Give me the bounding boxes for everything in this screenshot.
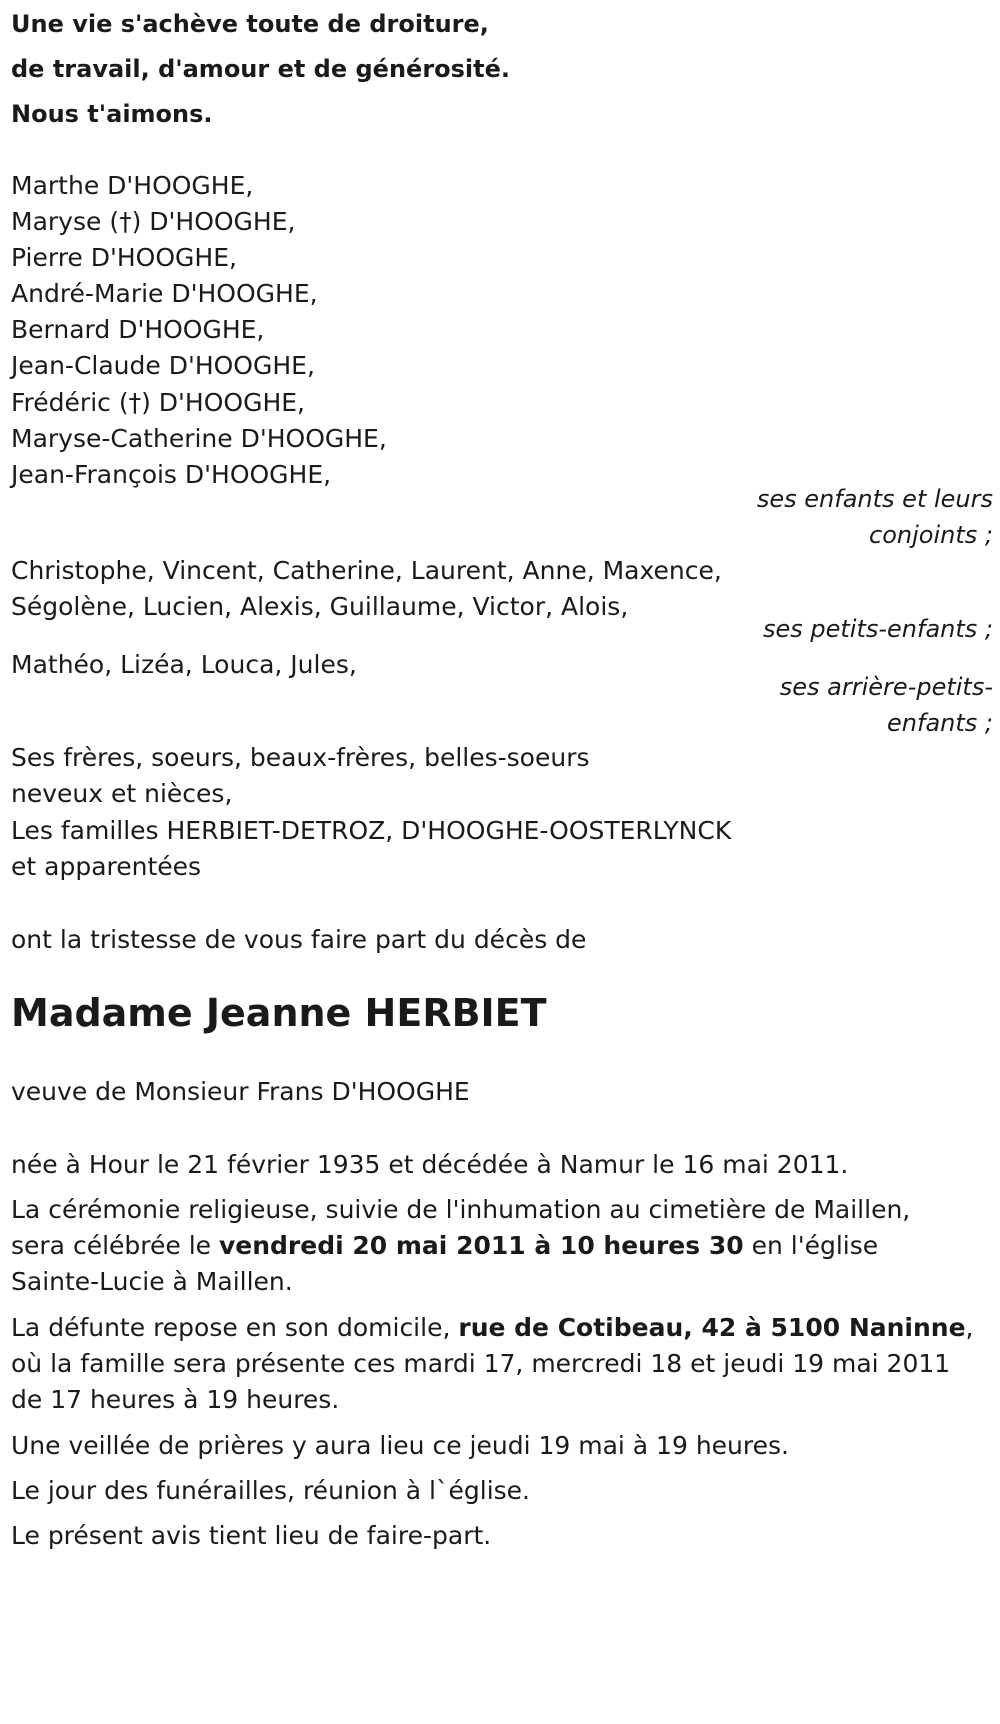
birth-death: née à Hour le 21 février 1935 et décédée à Namur le 16 mai 2011. xyxy=(11,1150,849,1179)
ceremony-datetime: vendredi 20 mai 2011 à 10 heures 30 xyxy=(218,1231,744,1260)
ceremony-pre: sera célébrée le xyxy=(11,1231,219,1260)
ceremony-line-2 xyxy=(11,1229,878,1263)
grandchildren-line-1: Christophe, Vincent, Catherine, Laurent, Anne, Maxence, xyxy=(11,556,722,585)
repose-line-2: où la famille sera présente ces mardi 17, mercredi 18 et jeudi 19 mai 2011 xyxy=(11,1349,951,1378)
vigil: Une veillée de prières y aura lieu ce jeudi 19 mai à 19 heures. xyxy=(11,1431,789,1460)
repose-pre: La défunte repose en son domicile, xyxy=(11,1313,459,1342)
great-grandchildren-names: Mathéo, Lizéa, Louca, Jules, xyxy=(11,650,357,679)
motto-line-2: de travail, d'amour et de générosité. xyxy=(11,55,511,83)
child-name: André-Marie D'HOOGHE, xyxy=(11,279,318,308)
repose-line-1 xyxy=(11,1311,973,1345)
deceased-name: Madame Jeanne HERBIET xyxy=(11,991,547,1035)
family-line-4: et apparentées xyxy=(11,852,202,881)
announcement: ont la tristesse de vous faire part du décès de xyxy=(11,925,587,954)
child-name: Bernard D'HOOGHE, xyxy=(11,315,265,344)
child-name: Jean-Claude D'HOOGHE, xyxy=(11,351,315,380)
funeral-meeting: Le jour des funérailles, réunion à l`église. xyxy=(11,1476,530,1505)
repose-address: rue de Cotibeau, 42 à 5100 Naninne xyxy=(458,1313,966,1342)
family-line-1: Ses frères, soeurs, beaux-frères, belles-soeurs xyxy=(11,743,590,772)
child-name: Marthe D'HOOGHE, xyxy=(11,171,254,200)
motto-line-3: Nous t'aimons. xyxy=(11,100,213,128)
great-grandchildren-role-line-1: ses arrière-petits- xyxy=(779,673,993,701)
grandchildren-role: ses petits-enfants ; xyxy=(762,615,993,643)
ceremony-post: en l'église xyxy=(743,1231,879,1260)
motto-line-1: Une vie s'achève toute de droiture, xyxy=(11,10,489,38)
child-name: Pierre D'HOOGHE, xyxy=(11,243,237,272)
widow-of: veuve de Monsieur Frans D'HOOGHE xyxy=(11,1077,470,1106)
children-role-line-2: conjoints ; xyxy=(869,521,993,549)
child-name: Maryse (†) D'HOOGHE, xyxy=(11,207,296,236)
ceremony-line-1: La cérémonie religieuse, suivie de l'inhumation au cimetière de Maillen, xyxy=(11,1195,911,1224)
ceremony-line-3: Sainte-Lucie à Maillen. xyxy=(11,1267,293,1296)
great-grandchildren-role-line-2: enfants ; xyxy=(887,709,993,737)
family-line-3: Les familles HERBIET-DETROZ, D'HOOGHE-OOSTERLYNCK xyxy=(11,816,732,845)
family-line-2: neveux et nièces, xyxy=(11,779,233,808)
repose-post: , xyxy=(965,1313,974,1342)
children-role-line-1: ses enfants et leurs xyxy=(756,485,993,513)
grandchildren-line-2: Ségolène, Lucien, Alexis, Guillaume, Victor, Alois, xyxy=(11,592,629,621)
child-name: Jean-François D'HOOGHE, xyxy=(11,460,332,489)
repose-line-3: de 17 heures à 19 heures. xyxy=(11,1385,340,1414)
child-name: Maryse-Catherine D'HOOGHE, xyxy=(11,424,387,453)
child-name: Frédéric (†) D'HOOGHE, xyxy=(11,388,305,417)
notice: Le présent avis tient lieu de faire-part. xyxy=(11,1521,492,1550)
